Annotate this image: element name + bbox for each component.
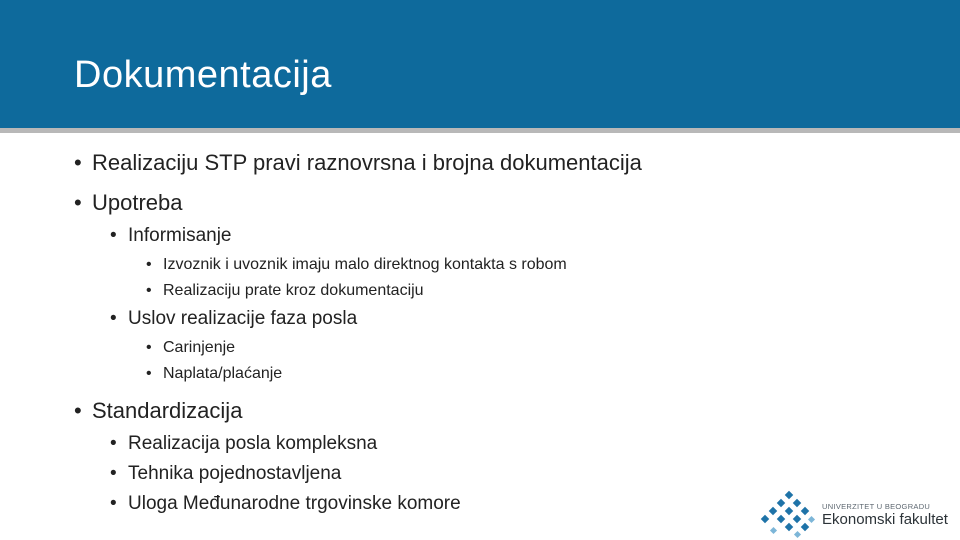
logo-faculty-text: Ekonomski fakultet xyxy=(822,511,948,528)
bullet-dot: • xyxy=(110,308,117,329)
bullet-item xyxy=(146,339,235,357)
bullet-dot: • xyxy=(74,190,82,215)
slide-title: Dokumentacija xyxy=(74,54,332,96)
bullet-text: Izvoznik i uvoznik imaju malo direktnog kontakta s robom xyxy=(163,256,567,273)
bullet-item xyxy=(110,225,232,247)
bullet-item xyxy=(74,398,242,424)
bullet-text: Informisanje xyxy=(128,225,232,246)
bullet-dot: • xyxy=(146,282,152,299)
bullet-text: Realizaciju prate kroz dokumentaciju xyxy=(163,282,424,299)
bullet-text: Uloga Međunarodne trgovinske komore xyxy=(128,493,461,514)
bullet-text: Uslov realizacije faza posla xyxy=(128,308,358,329)
bullet-text: Naplata/plaćanje xyxy=(163,365,283,382)
bullet-dot: • xyxy=(146,256,152,273)
bullet-text: Standardizacija xyxy=(92,398,243,423)
faculty-logo xyxy=(760,490,960,540)
bullet-item xyxy=(110,493,461,515)
bullet-dot: • xyxy=(74,398,82,423)
bullet-item xyxy=(110,433,377,455)
bullet-dot: • xyxy=(110,493,117,514)
bullet-item xyxy=(74,150,642,176)
bullet-item xyxy=(146,365,282,383)
bullet-text: Realizaciju STP pravi raznovrsna i brojna dokumentacija xyxy=(92,150,642,175)
bullet-text: Realizacija posla kompleksna xyxy=(128,433,378,454)
bullet-dot: • xyxy=(146,339,152,356)
logo-university-text: UNIVERZITET U BEOGRADU xyxy=(822,502,931,511)
bullet-dot: • xyxy=(110,463,117,484)
bullet-dot: • xyxy=(110,433,117,454)
bullet-item xyxy=(146,256,567,274)
bullet-dot: • xyxy=(146,365,152,382)
bullet-item xyxy=(146,282,424,300)
title-divider xyxy=(0,128,960,133)
bullet-text: Tehnika pojednostavljena xyxy=(128,463,342,484)
bullet-dot: • xyxy=(110,225,117,246)
bullet-item xyxy=(110,308,357,330)
bullet-text: Upotreba xyxy=(92,190,183,215)
bullet-text: Carinjenje xyxy=(163,339,236,356)
bullet-item xyxy=(110,463,341,485)
bullet-item xyxy=(74,190,183,216)
logo-dots-icon xyxy=(760,490,818,540)
bullet-dot: • xyxy=(74,150,82,175)
